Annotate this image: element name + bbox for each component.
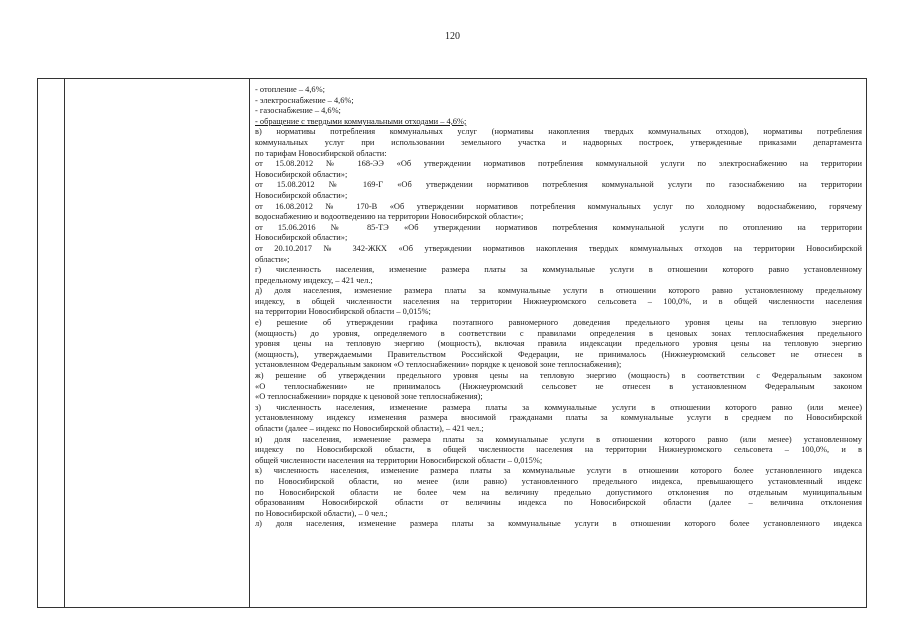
text-line: по Новосибирской области, но менее (или равно) установленного предельного индекса, превышающего установленный индекс: [255, 476, 862, 486]
text-line: по Новосибирской области не более чем на величину предельно допустимого отклонения по отдельным муниципальным: [255, 487, 862, 497]
text-line: по Новосибирской области), – 0 чел.;: [255, 508, 388, 518]
text-line: Новосибирской области»;: [255, 169, 348, 179]
table-column-name: [65, 79, 250, 607]
text-line: установленном Федеральным законом «О теплоснабжении» порядке к ценовой зоне теплоснабжения);: [255, 360, 622, 370]
text-line: от 20.10.2017 № 342-ЖКХ «Об утверждении нормативов накопления твердых коммунальных отходов на территории Новосибирской: [255, 243, 862, 253]
text-line: (мощность) до уровня, определяемого в соответствии с правилами определения в ценовых зонах теплоснабжения предельного: [255, 328, 862, 338]
text-line: предельному индексу, – 421 чел.;: [255, 275, 373, 285]
text-line: - электроснабжение – 4,6%;: [255, 95, 354, 105]
text-line: индексу, в общей численности населения на территории Нижнеурюмского сельсовета – 100,0%, и в общей численности населения: [255, 296, 862, 306]
text-line: водоснабжению и водоотведению на территории Новосибирской области»;: [255, 212, 524, 222]
text-line: л) доля населения, изменение размера платы за коммунальные услуги в отношении которого более установленного индекса: [255, 519, 862, 529]
table-column-number: [38, 79, 65, 607]
text-line: (мощность), утверждаемыми Правительством Российской Федерации, не принималось (Нижнеурюмский сельсовет не отнесен в: [255, 349, 862, 359]
text-line: от 16.08.2012 № 170-В «Об утверждении нормативов потребления коммунальных услуг по холодному водоснабжению, горячему: [255, 201, 862, 211]
text-line: на территории Новосибирской области – 0,015%;: [255, 307, 431, 317]
text-line: Новосибирской области»;: [255, 233, 348, 243]
text-line: «О теплоснабжении» порядке к ценовой зоне теплоснабжения);: [255, 392, 483, 402]
text-line: индексу по Новосибирской области, в общей численности населения на территории Нижнеурюмского сельсовета – 100,0%, и в: [255, 445, 862, 455]
text-line: з) численность населения, изменение размера платы за коммунальные услуги в отношении которого равно (или менее): [255, 402, 862, 412]
text-line: - газоснабжение – 4,6%;: [255, 106, 341, 116]
page-number: 120: [445, 31, 460, 42]
text-line: Новосибирской области»;: [255, 190, 348, 200]
text-line: д) доля населения, изменение размера платы за коммунальные услуги в отношении которого равно установленному предельному: [255, 286, 862, 296]
text-line: общей численности населения на территории Новосибирской области – 0,015%;: [255, 455, 543, 465]
text-line: ж) решение об утверждении предельного уровня цены на тепловую энергию (мощность) в соответствии с Федеральным законом: [255, 371, 862, 381]
table-column-content: [250, 79, 866, 607]
text-line: - обращение с твердыми коммунальными отходами – 4,6%;: [255, 116, 467, 126]
text-line: «О теплоснабжении» не принималось (Нижнеурюмский сельсовет не отнесен в установленном Федеральным законом: [255, 381, 862, 391]
text-line: и) доля населения, изменение размера платы за коммунальные услуги в отношении которого равно (или менее) установленному: [255, 434, 862, 444]
text-line: г) численность населения, изменение размера платы за коммунальные услуги в отношении которого равно установленному: [255, 265, 862, 275]
text-line: в) нормативы потребления коммунальных услуг (нормативы накопления твердых коммунальных отходов), нормативы потребления: [255, 127, 862, 137]
text-line: по тарифам Новосибирской области:: [255, 148, 387, 158]
text-line: области»;: [255, 254, 290, 264]
text-line: к) численность населения, изменение размера платы за коммунальные услуги в отношении которого более установленного индекса: [255, 466, 862, 476]
text-line: от 15.08.2012 № 169-Г «Об утверждении нормативов потребления коммунальной услуги по газоснабжению на территории: [255, 180, 862, 190]
text-line: - отопление – 4,6%;: [255, 85, 325, 94]
text-line: от 15.06.2016 № 85-ТЭ «Об утверждении нормативов потребления коммунальной услуги по отоплению на территории: [255, 222, 862, 232]
text-line: е) решение об утверждении графика поэтапного равномерного доведения предельного уровня цены на тепловую энергию: [255, 318, 862, 328]
text-line: области (далее – индекс по Новосибирской области), – 421 чел.;: [255, 424, 484, 433]
document-table: [37, 78, 867, 608]
text-line: уровня цены на тепловую энергию (мощность), включая правила индексации предельного уровня цены на тепловую энергию: [255, 339, 862, 349]
text-line: установленному индексу изменения размера вносимой гражданами платы за коммунальные услуги в среднем по Новосибирской: [255, 413, 862, 423]
text-line: коммунальных услуг при использовании земельного участка и надворных построек, утвержденные приказами департамента: [255, 137, 862, 147]
text-line: от 15.08.2012 № 168-ЭЭ «Об утверждении нормативов потребления коммунальной услуги по электроснабжению на территории: [255, 159, 862, 169]
text-line: образованиям Новосибирской области от величины индекса по Новосибирской области (далее – величина отклонения: [255, 498, 862, 508]
